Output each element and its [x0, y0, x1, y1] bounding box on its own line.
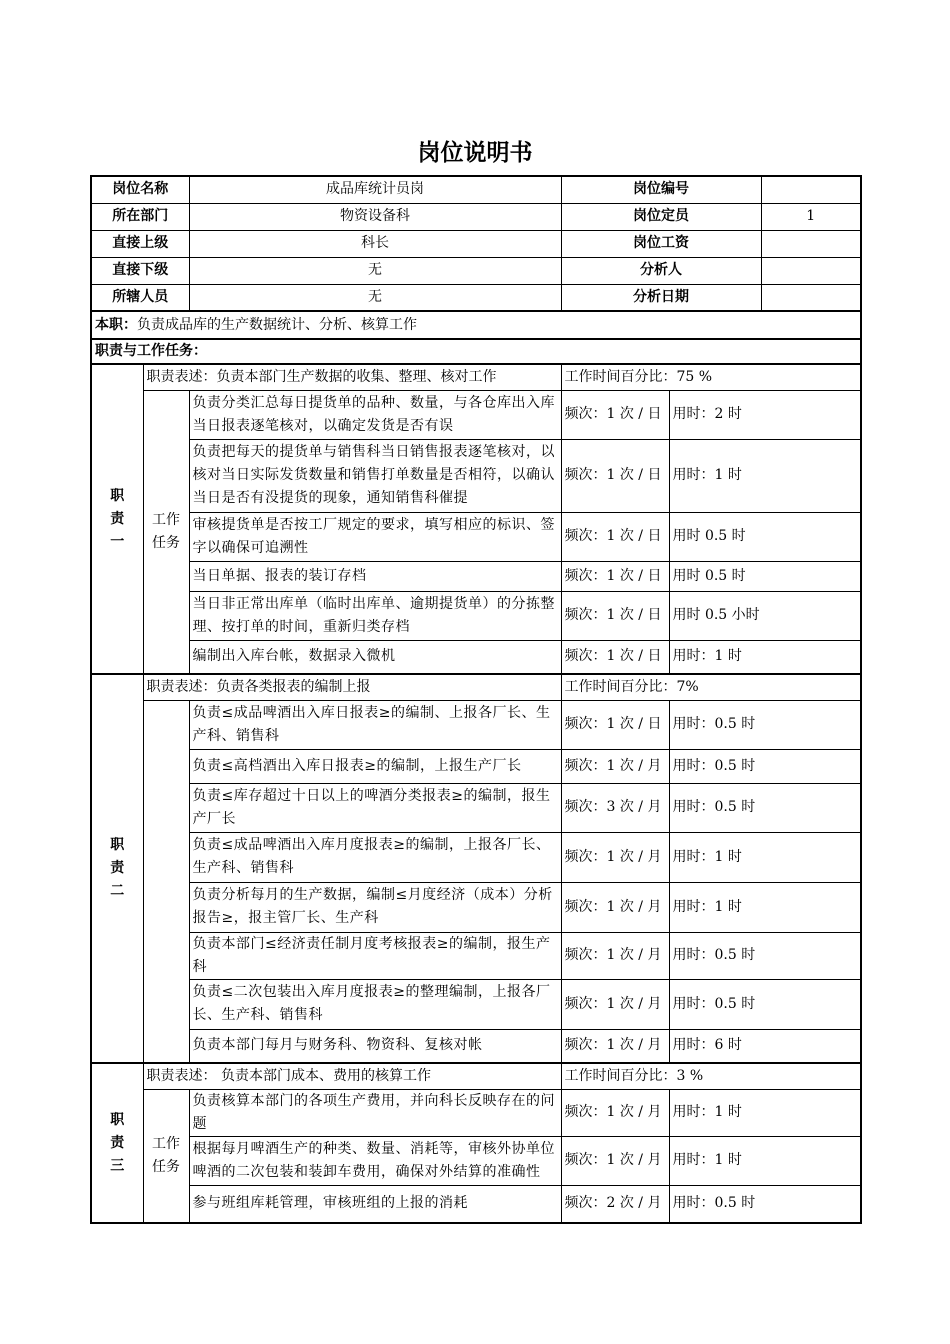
- task-row: [91, 749, 861, 783]
- task-time: 用时：0.5 时: [669, 749, 861, 783]
- duty-name-text: 职责二: [110, 837, 125, 899]
- work-task-label-cell: [143, 390, 189, 674]
- info-row: [91, 284, 861, 311]
- info-label: 直接下级: [91, 257, 189, 284]
- task-time: 用时 0.5 小时: [669, 591, 861, 640]
- duty-name-text: 职责一: [110, 487, 125, 550]
- task-row: [91, 439, 861, 512]
- info-value: [761, 257, 861, 284]
- task-time: 用时：1 时: [669, 1136, 861, 1185]
- work-task-label: 工作任务: [152, 1135, 180, 1175]
- info-value: 1: [761, 203, 861, 230]
- task-text: 负责≤二次包装出入库月度报表≥的整理编制，上报各厂长、生产科、销售科: [189, 979, 561, 1029]
- task-time: 用时：6 时: [669, 1029, 861, 1063]
- task-row: [91, 783, 861, 832]
- work-task-label-cell: [143, 1089, 189, 1223]
- duty-summary-text: 负责成品库的生产数据统计、分析、核算工作: [137, 316, 417, 333]
- task-frequency: 频次：3 次 / 月: [561, 783, 669, 832]
- task-text: 负责≤成品啤酒出入库月度报表≥的编制，上报各厂长、生产科、销售科: [189, 832, 561, 882]
- duty-name-text: 职责三: [110, 1111, 125, 1174]
- job-description-table: [90, 175, 862, 1224]
- info-value: [761, 230, 861, 257]
- task-text: 当日非正常出库单（临时出库单、逾期提货单）的分拣整理、按打单的时间，重新归类存档: [189, 591, 561, 640]
- task-frequency: 频次：1 次 / 月: [561, 882, 669, 932]
- task-text: 负责≤成品啤酒出入库日报表≥的编制、上报各厂长、生产科、销售科: [189, 700, 561, 749]
- duty-description: 职责表述： 负责本部门成本、费用的核算工作: [143, 1063, 561, 1089]
- work-task-label: 工作任务: [152, 511, 180, 551]
- task-frequency: 频次：1 次 / 日: [561, 561, 669, 591]
- info-value: [761, 284, 861, 311]
- duty-summary-label: 本职：: [95, 316, 137, 333]
- duty-name: [91, 1063, 143, 1223]
- info-label: 所在部门: [91, 203, 189, 230]
- duty-name: [91, 364, 143, 674]
- task-row: [91, 882, 861, 932]
- info-label: 岗位定员: [561, 203, 761, 230]
- info-label: 分析人: [561, 257, 761, 284]
- info-label: 岗位名称: [91, 176, 189, 203]
- page-title: 岗位说明书: [417, 140, 533, 166]
- info-value: 科长: [189, 230, 561, 257]
- duty-desc-row: [91, 674, 861, 700]
- task-text: 负责核算本部门的各项生产费用，并向科长反映存在的问题: [189, 1089, 561, 1136]
- duty-summary-row: [91, 311, 861, 339]
- time-percentage: 工作时间百分比：3 %: [561, 1063, 861, 1089]
- duty-name: [91, 674, 143, 1063]
- duty-description: 职责表述：负责本部门生产数据的收集、整理、核对工作: [143, 364, 561, 390]
- work-task-label-cell: [143, 700, 189, 1063]
- task-text: 负责分类汇总每日提货单的品种、数量，与各仓库出入库当日报表逐笔核对，以确定发货是否有误: [189, 390, 561, 439]
- task-row: [91, 1029, 861, 1063]
- task-text: 根据每月啤酒生产的种类、数量、消耗等，审核外协单位啤酒的二次包装和装卸车费用，确保对外结算的准确性: [189, 1136, 561, 1185]
- task-frequency: 频次：1 次 / 日: [561, 512, 669, 561]
- info-value: [761, 176, 861, 203]
- task-text: 参与班组库耗管理，审核班组的上报的消耗: [189, 1185, 561, 1223]
- task-row: [91, 1185, 861, 1223]
- section-label: 职责与工作任务：: [91, 339, 861, 364]
- task-row: [91, 832, 861, 882]
- task-time: 用时：0.5 时: [669, 700, 861, 749]
- info-row: [91, 203, 861, 230]
- task-row: [91, 700, 861, 749]
- task-frequency: 频次：1 次 / 月: [561, 1089, 669, 1136]
- task-frequency: 频次：1 次 / 日: [561, 700, 669, 749]
- task-text: 负责本部门每月与财务科、物资科、复核对帐: [189, 1029, 561, 1063]
- task-row: [91, 390, 861, 439]
- task-frequency: 频次：1 次 / 月: [561, 932, 669, 979]
- task-frequency: 频次：1 次 / 日: [561, 640, 669, 674]
- task-time: 用时 0.5 时: [669, 561, 861, 591]
- info-label: 分析日期: [561, 284, 761, 311]
- task-row: [91, 512, 861, 561]
- task-time: 用时：0.5 时: [669, 783, 861, 832]
- task-text: 负责≤库存超过十日以上的啤酒分类报表≥的编制，报生产厂长: [189, 783, 561, 832]
- info-value: 物资设备科: [189, 203, 561, 230]
- task-text: 负责≤高档酒出入库日报表≥的编制，上报生产厂长: [189, 749, 561, 783]
- task-time: 用时：2 时: [669, 390, 861, 439]
- task-time: 用时：1 时: [669, 882, 861, 932]
- task-time: 用时：1 时: [669, 1089, 861, 1136]
- task-text: 审核提货单是否按工厂规定的要求，填写相应的标识、签字以确保可追溯性: [189, 512, 561, 561]
- task-text: 负责本部门≤经济责任制月度考核报表≥的编制，报生产科: [189, 932, 561, 979]
- task-time: 用时：1 时: [669, 640, 861, 674]
- info-label: 岗位工资: [561, 230, 761, 257]
- task-frequency: 频次：2 次 / 月: [561, 1185, 669, 1223]
- task-text: 编制出入库台帐，数据录入微机: [189, 640, 561, 674]
- duty-summary: [91, 311, 861, 339]
- duty-desc-row: [91, 1063, 861, 1089]
- task-frequency: 频次：1 次 / 月: [561, 832, 669, 882]
- task-row: [91, 932, 861, 979]
- info-value: 无: [189, 284, 561, 311]
- task-row: [91, 640, 861, 674]
- task-row: [91, 979, 861, 1029]
- task-frequency: 频次：1 次 / 月: [561, 979, 669, 1029]
- task-time: 用时：1 时: [669, 439, 861, 512]
- task-time: 用时 0.5 时: [669, 512, 861, 561]
- task-time: 用时：1 时: [669, 832, 861, 882]
- task-row: [91, 1089, 861, 1136]
- info-label: 所辖人员: [91, 284, 189, 311]
- task-frequency: 频次：1 次 / 月: [561, 1029, 669, 1063]
- task-row: [91, 1136, 861, 1185]
- info-label: 岗位编号: [561, 176, 761, 203]
- info-value: 成品库统计员岗: [189, 176, 561, 203]
- task-frequency: 频次：1 次 / 日: [561, 439, 669, 512]
- info-row: [91, 230, 861, 257]
- task-frequency: 频次：1 次 / 日: [561, 390, 669, 439]
- task-text: 当日单据、报表的装订存档: [189, 561, 561, 591]
- task-text: 负责把每天的提货单与销售科当日销售报表逐笔核对，以核对当日实际发货数量和销售打单数量是否相符，以确认当日是否有没提货的现象，通知销售科催提: [189, 439, 561, 512]
- task-text: 负责分析每月的生产数据，编制≤月度经济（成本）分析报告≥，报主管厂长、生产科: [189, 882, 561, 932]
- task-time: 用时：0.5 时: [669, 979, 861, 1029]
- task-row: [91, 591, 861, 640]
- info-row: [91, 176, 861, 203]
- task-frequency: 频次：1 次 / 月: [561, 1136, 669, 1185]
- duty-description: 职责表述：负责各类报表的编制上报: [143, 674, 561, 700]
- task-frequency: 频次：1 次 / 日: [561, 591, 669, 640]
- time-percentage: 工作时间百分比：75 %: [561, 364, 861, 390]
- info-row: [91, 257, 861, 284]
- section-row: [91, 339, 861, 364]
- duty-desc-row: [91, 364, 861, 390]
- task-row: [91, 561, 861, 591]
- info-value: 无: [189, 257, 561, 284]
- task-frequency: 频次：1 次 / 月: [561, 749, 669, 783]
- task-time: 用时：0.5 时: [669, 1185, 861, 1223]
- info-label: 直接上级: [91, 230, 189, 257]
- task-time: 用时：0.5 时: [669, 932, 861, 979]
- time-percentage: 工作时间百分比：7%: [561, 674, 861, 700]
